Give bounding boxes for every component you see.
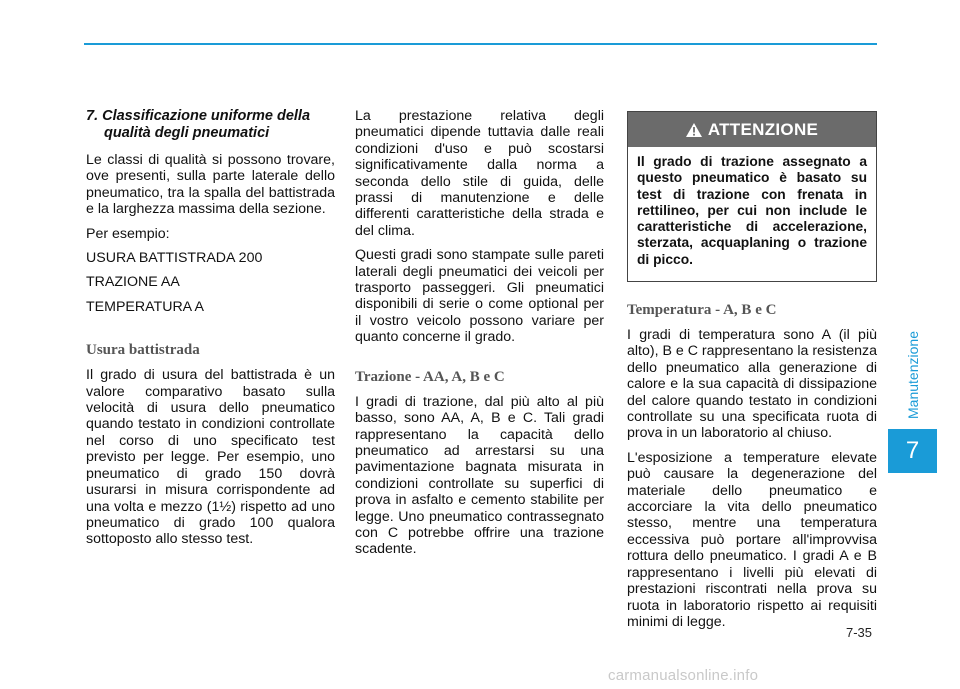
warning-header bbox=[628, 112, 876, 147]
usura-title: Usura battistrada bbox=[86, 342, 200, 359]
example-item: TRAZIONE AA bbox=[86, 274, 180, 291]
warning-title: ATTENZIONE bbox=[707, 119, 819, 139]
grades-paragraph: Questi gradi sono stampate sulle pareti laterali degli pneumatici dei veicoli per trasporto passeggeri. Gli pneumatici disponibili di serie o come optional per il vostro veicolo possono variare per quanto concerne il grado. bbox=[355, 247, 604, 346]
header-rule bbox=[84, 43, 877, 45]
temperatura-paragraph-1: I gradi di temperatura sono A (il più alto), B e C rappresentano la resistenza dello pneumatico alla generazione di calore e la sua capacità di dissipazione del calore quando testato in condizioni controllate su una specificata ruota di prova in un laboratorio al chiuso. bbox=[627, 327, 877, 442]
trazione-title: Trazione - AA, A, B e C bbox=[355, 368, 505, 385]
warning-box bbox=[627, 111, 877, 282]
watermark: carmanualsonline.info bbox=[608, 667, 759, 684]
column-left bbox=[86, 108, 335, 556]
column-middle bbox=[355, 108, 604, 566]
usura-text: Il grado di usura del battistrada è un valore comparativo basato sulla velocità di usura dello pneumatico quando testato in condizioni controllate nel corso di uno specificato test previsto per legge. Per esempio, uno pneumatico di grado 150 dovrà usurarsi in misura corrispondente ad una volta e mezzo (1½) rispetto ad uno pneumatico di grado 100 qualora sottoposto allo stesso test. bbox=[86, 367, 335, 548]
chapter-side-label bbox=[893, 330, 933, 420]
warning-text: Il grado di trazione assegnato a questo pneumatico è basato su test di trazione con frenata in rettilineo, per cui non include le caratteristiche di accelerazione, sterzata, acquaplaning o trazione di picco. bbox=[637, 154, 867, 267]
temperatura-paragraph-2: L'esposizione a temperature elevate può causare la degenerazione del materiale dello pneumatico e accorciare la vita dello pneumatico stesso, mentre una temperatura eccessiva può portare all'improvvisa rottura dello pneumatico. I gradi A e B rappresentano i livelli più elevati di prestazioni riscontrati nella prova su ruota in laboratorio rispetto ai requisiti minimi di legge. bbox=[627, 449, 877, 630]
warning-icon bbox=[686, 123, 702, 137]
example-label: Per esempio: bbox=[86, 225, 170, 242]
chapter-tab: 7 bbox=[888, 429, 937, 473]
example-item: USURA BATTISTRADA 200 bbox=[86, 250, 263, 267]
intro-paragraph: Le classi di qualità si possono trovare, ove presenti, sulla parte laterale dello pneumatico, tra la spalla del battistrada e la larghezza massima della sezione. bbox=[86, 152, 335, 218]
trazione-text: I gradi di trazione, dal più alto al più basso, sono AA, A, B e C. Tali gradi rappresentano la capacità dello pneumatico ad arrestarsi su una pavimentazione bagnata misurata in condizioni controllate su superfici di prova in asfalto e cemento stabilite per legge. Uno pneumatico contrassegnato con C potrebbe offrire una trazione scadente. bbox=[355, 393, 604, 558]
temperatura-title: Temperatura - A, B e C bbox=[627, 302, 777, 318]
column-right bbox=[627, 301, 877, 638]
section-heading: 7. Classificazione uniforme della qualità degli pneumatici bbox=[86, 108, 311, 141]
chapter-name: Manutenzione bbox=[905, 331, 921, 419]
page-number: 7-35 bbox=[846, 625, 873, 640]
example-item: TEMPERATURA A bbox=[86, 298, 204, 315]
performance-paragraph: La prestazione relativa degli pneumatici dipende tuttavia dalle reali condizioni d'uso e può scostarsi significativamente dalla norma a seconda dello stile di guida, delle prassi di manutenzione e delle differenti caratteristiche della strada e del clima. bbox=[355, 108, 604, 239]
